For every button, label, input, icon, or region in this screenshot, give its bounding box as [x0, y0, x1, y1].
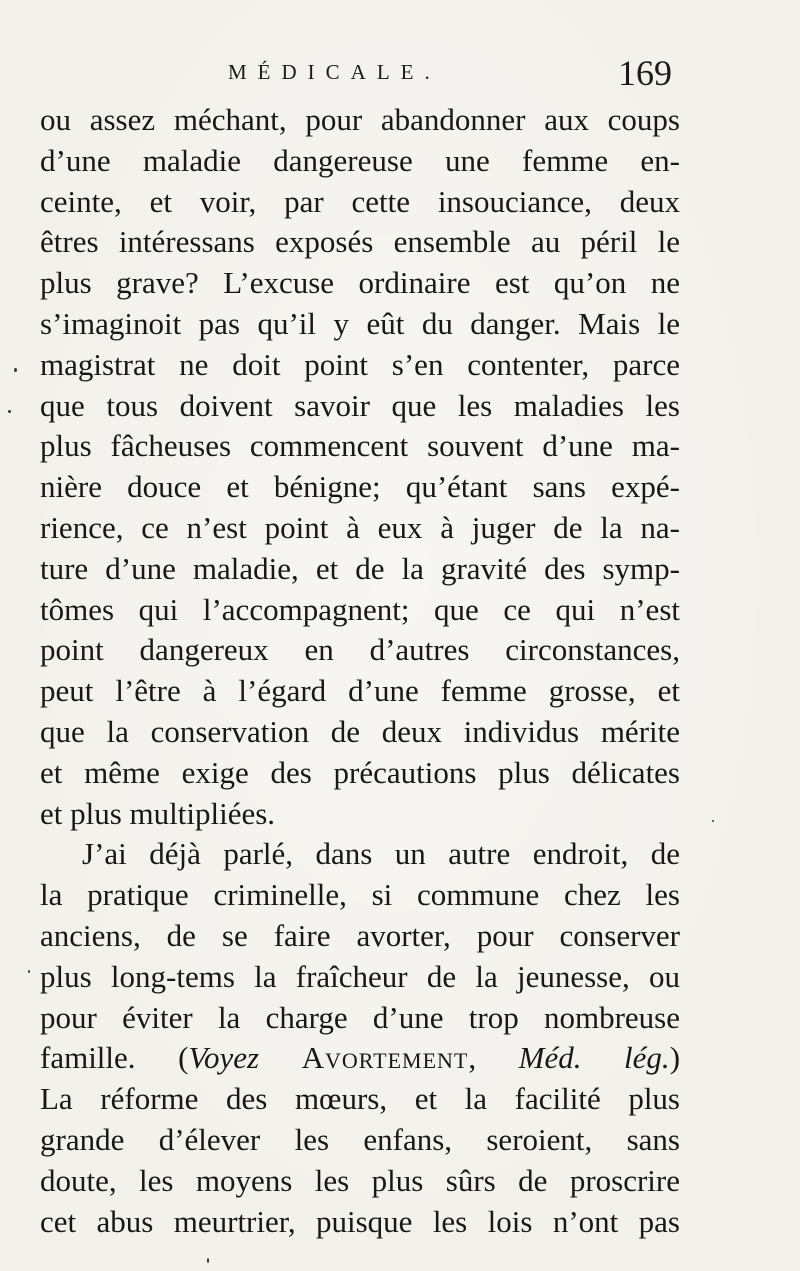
text-line: rience, ce n’est point à eux à juger de la na- [40, 509, 680, 545]
citation-suffix: ) [669, 1040, 681, 1076]
citation-comma: , [468, 1040, 519, 1076]
text-line: plus long-tems la fraîcheur de la jeunesse, ou [40, 958, 680, 994]
page-number: 169 [618, 53, 672, 93]
citation-reference: Avortement [301, 1040, 469, 1076]
text-line: s’imaginoit pas qu’il y eût du danger. Mais le [40, 305, 680, 341]
text-line: ceinte, et voir, par cette insouciance, deux [40, 183, 680, 219]
text-line: d’une maladie dangereuse une femme en- [40, 142, 680, 178]
text-line: doute, les moyens les plus sûrs de proscrire [40, 1162, 680, 1198]
text-line: ture d’une maladie, et de la gravité des symp- [40, 550, 680, 586]
text-line: cet abus meurtrier, puisque les lois n’ont pas [40, 1203, 680, 1239]
running-title: MÉDICALE. [228, 60, 441, 84]
text-line: ou assez méchant, pour abandonner aux coups [40, 102, 680, 137]
text-line: que tous doivent savoir que les maladies les [40, 387, 680, 423]
text-line: pour éviter la charge d’une trop nombreuse [40, 999, 680, 1035]
text-line: grande d’élever les enfans, seroient, sans [40, 1121, 680, 1157]
page-header [0, 52, 800, 92]
text-line: La réforme des mœurs, et la facilité plus [40, 1081, 680, 1117]
text-line: la pratique criminelle, si commune chez les [40, 877, 680, 913]
citation-voyez: Voyez [188, 1040, 260, 1076]
text-line: anciens, de se faire avorter, pour conserver [40, 917, 680, 953]
citation-prefix: famille. ( [40, 1040, 189, 1076]
text-line: nière douce et bénigne; qu’étant sans expé- [40, 469, 680, 505]
text-line: magistrat ne doit point s’en contenter, parce [40, 346, 680, 382]
citation-source: Méd. lég. [518, 1040, 670, 1076]
text-line: et même exige des précautions plus délicates [40, 754, 680, 790]
text-line: tômes qui l’accompagnent; que ce qui n’est [40, 591, 680, 627]
text-line: J’ai déjà parlé, dans un autre endroit, de [82, 836, 680, 872]
text-line: point dangereux en d’autres circonstances, [40, 632, 680, 668]
text-line: plus grave? L’excuse ordinaire est qu’on ne [40, 265, 680, 301]
citation-line [40, 1038, 680, 1079]
text-line: plus fâcheuses commencent souvent d’une ma- [40, 428, 680, 464]
text-line: peut l’être à l’égard d’une femme grosse, et [40, 673, 680, 709]
text-line: et plus multipliées. [40, 795, 276, 831]
body-text [40, 100, 680, 1242]
text-line: que la conservation de deux individus mérite [40, 713, 680, 749]
text-line: êtres intéressans exposés ensemble au péril le [40, 224, 680, 260]
